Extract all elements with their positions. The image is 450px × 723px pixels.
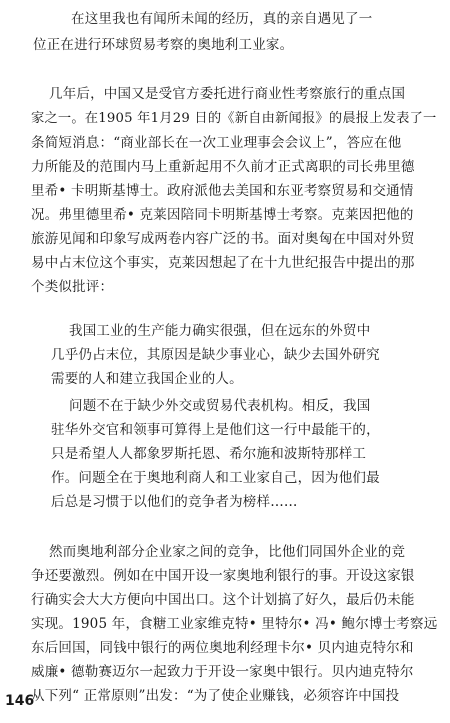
para2-line-4: 实现。1905 年，食糖工业家维克特• 里特尔• 冯• 鲍尔博士考察远 [31,616,438,632]
quote-line-7: 作。问题全在于奥地利商人和工业家自己，因为他们最 [51,470,380,486]
para1-line-6: 况。弗里德里希• 克莱因陪同卡明斯基博士考察。克莱因把他的 [31,207,414,223]
para1-line-1: 几年后，中国又是受官方委托进行商业性考察旅行的重点国 [49,86,406,102]
quote-line-4: 问题不在于缺少外交或贸易代表机构。相反，我国 [69,398,371,414]
quote-line-2: 几乎仍占末位，其原因是缺少事业心，缺少去国外研究 [51,347,380,363]
para1-line-7: 旅游见闻和印象写成两卷内容广泛的书。面对奥匈在中国对外贸 [31,231,415,247]
quote-line-8: 后总是习惯于以他们的竞争者为榜样…… [51,494,298,510]
para2-line-6: 威廉• 德勒赛迈尔一起致力于开设一家奥中银行。贝内迪克特尔 [31,664,414,680]
para1-line-9: 个类似批评： [31,279,114,295]
page-number: 146 [5,693,35,709]
quote-line-6: 只是希望人人都象罗斯托恩、希尔施和波斯特那样工 [51,446,367,462]
intro-line-2: 位正在进行环球贸易考察的奥地利工业家。 [33,37,294,53]
para1-line-4: 力所能及的范围内马上重新起用不久前才正式离职的司长弗里德 [31,159,415,175]
intro-line-1: 在这里我也有闻所未闻的经历，真的亲自遇见了一 [71,11,373,27]
para2-line-5: 东后回国，同钱中银行的两位奥地利经理卡尔• 贝内迪克特尔和 [31,640,414,656]
para2-line-1: 然而奥地利部分企业家之间的竞争，比他们同国外企业的竞 [49,544,406,560]
para1-line-2: 家之一。在1905 年1月29 日的《新自由新闻报》的晨报上发表了一 [31,111,437,126]
para1-line-5: 里希• 卡明斯基博士。政府派他去美国和东亚考察贸易和交通情 [31,183,414,199]
para2-line-7: 从下列“ 正常原则”出发：“为了使企业赚钱，必须容许中国投 [31,688,400,704]
para1-line-3: 条简短消息：“商业部长在一次工业理事会会议上”，答应在他 [31,135,402,151]
para1-line-8: 易中占末位这个事实，克莱因想起了在十九世纪报告中提出的那 [31,255,415,271]
para2-line-2: 争还要激烈。例如在中国开设一家奥地利银行的事。开设这家银 [31,568,415,584]
quote-line-3: 需要的人和建立我国企业的人。 [51,371,243,387]
quote-line-1: 我国工业的生产能力确实很强，但在远东的外贸中 [69,323,371,339]
quote-line-5: 驻华外交官和领事可算得上是他们这一行中最能干的， [51,422,380,438]
para2-line-3: 行确实会大大方便向中国出口。这个计划搞了好久，最后仍未能 [31,592,415,608]
